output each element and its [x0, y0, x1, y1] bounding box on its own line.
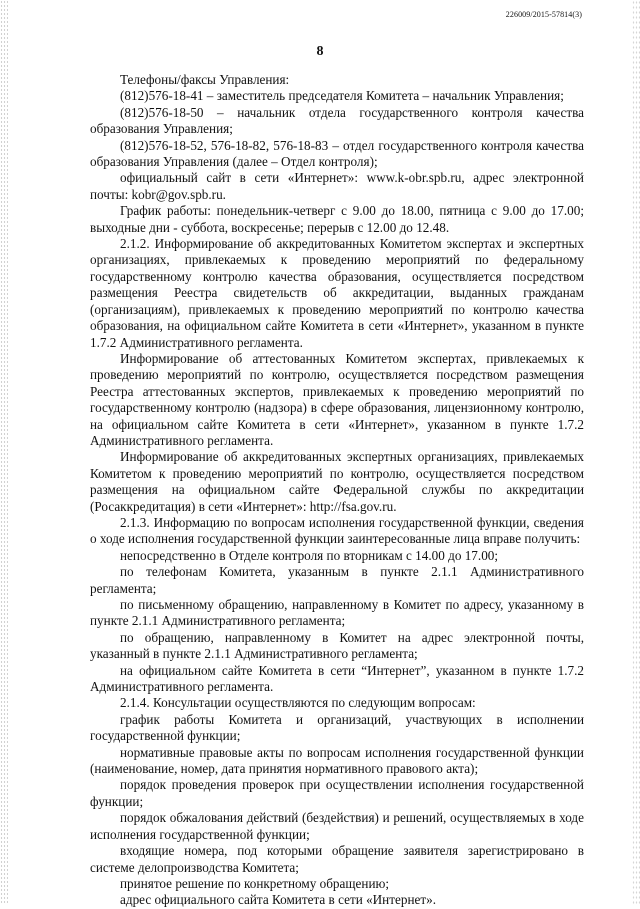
paragraph: на официальном сайте Комитета в сети “Интернет”, указанном в пункте 1.7.2 Административного регламента.: [90, 662, 584, 695]
paragraph: принятое решение по конкретному обращению;: [120, 875, 390, 891]
scan-edge-left: [0, 0, 8, 905]
paragraph: Телефоны/факсы Управления:: [120, 72, 290, 87]
document-id: 226009/2015-57814(3): [505, 10, 582, 19]
paragraph: 2.1.2. Информирование об аккредитованных Комитетом экспертах и экспертных организациях, привлекаемых к проведению мероприятий по федеральному государственному контролю качества образования, осуществляется посредством размещения Реестра свидетельств об аккредитации, выданных гражданам (организациям), привлекаемых к проведению мероприятий по контролю качества образования, на официальном сайте Комитета в сети «Интернет», указанном в пункте 1.7.2 Административного регламента.: [90, 236, 584, 350]
paragraph: (812)576-18-52, 576-18-82, 576-18-83 – отдел государственного контроля качества образования Управления (далее – Отдел контроля);: [90, 137, 584, 170]
paragraph: входящие номера, под которыми обращение заявителя зарегистрировано в системе делопроизводства Комитета;: [90, 843, 584, 875]
paragraph: по телефонам Комитета, указанным в пункте 2.1.1 Административного регламента;: [90, 564, 584, 596]
paragraph: порядок обжалования действий (бездействия) и решений, осуществляемых в ходе исполнения государственной функции;: [90, 810, 584, 842]
paragraph: (812)576-18-50 – начальник отдела государственного контроля качества образования Управления;: [90, 104, 584, 137]
paragraph: График работы: понедельник-четверг с 9.00 до 18.00, пятница с 9.00 до 17.00; выходные дни - суббота, воскресенье; перерыв с 12.00 до 12.48.: [90, 203, 584, 235]
scan-edge-right: [632, 0, 640, 905]
paragraph: нормативные правовые акты по вопросам исполнения государственной функции (наименование, номер, дата принятия нормативного правового акта);: [90, 744, 584, 777]
paragraph: Информирование об аттестованных Комитетом экспертах, привлекаемых к проведению мероприятий по контролю, осуществляется посредством размещения Реестра аттестованных экспертов, привлекаемых к проведению мероприятий по государственному контролю (надзора) в сфере образования, лицензионному контролю, на официальном сайте Комитета в сети «Интернет», указанном в пункте 1.7.2 Административного регламента.: [90, 350, 584, 448]
paragraph: по обращению, направленному в Комитет на адрес электронной почты, указанный в пункте 2.1.1 Административного регламента;: [90, 629, 584, 662]
paragraph: адрес официального сайта Комитета в сети «Интернет».: [120, 892, 437, 908]
page-number: 8: [316, 44, 324, 59]
paragraph: официальный сайт в сети «Интернет»: www.k-obr.spb.ru, адрес электронной почты: kobr@gov.spb.ru.: [90, 170, 584, 202]
paragraph: Информирование об аккредитованных экспертных организациях, привлекаемых Комитетом к проведению мероприятий по контролю, осуществляется посредством размещения на официальном сайте Федеральной службы по аккредитации (Росаккредитация) в сети «Интернет»: http://fsa.gov.ru.: [90, 449, 584, 514]
paragraph: непосредственно в Отделе контроля по вторникам с 14.00 до 17.00;: [120, 547, 499, 563]
paragraph: 2.1.4. Консультации осуществляются по следующим вопросам:: [120, 695, 476, 711]
paragraph: порядок проведения проверок при осуществлении исполнения государственной функции;: [90, 777, 584, 809]
paragraph: (812)576-18-41 – заместитель председателя Комитета – начальник Управления;: [120, 88, 564, 104]
paragraph: 2.1.3. Информацию по вопросам исполнения государственной функции, сведения о ходе исполнения государственной функции заинтересованные лица вправе получить:: [90, 514, 584, 547]
paragraph: по письменному обращению, направленному в Комитет по адресу, указанному в пункте 2.1.1 Административного регламента;: [90, 597, 584, 629]
document-body: [90, 72, 584, 909]
paragraph: график работы Комитета и организаций, участвующих в исполнении государственной функции;: [90, 711, 584, 744]
